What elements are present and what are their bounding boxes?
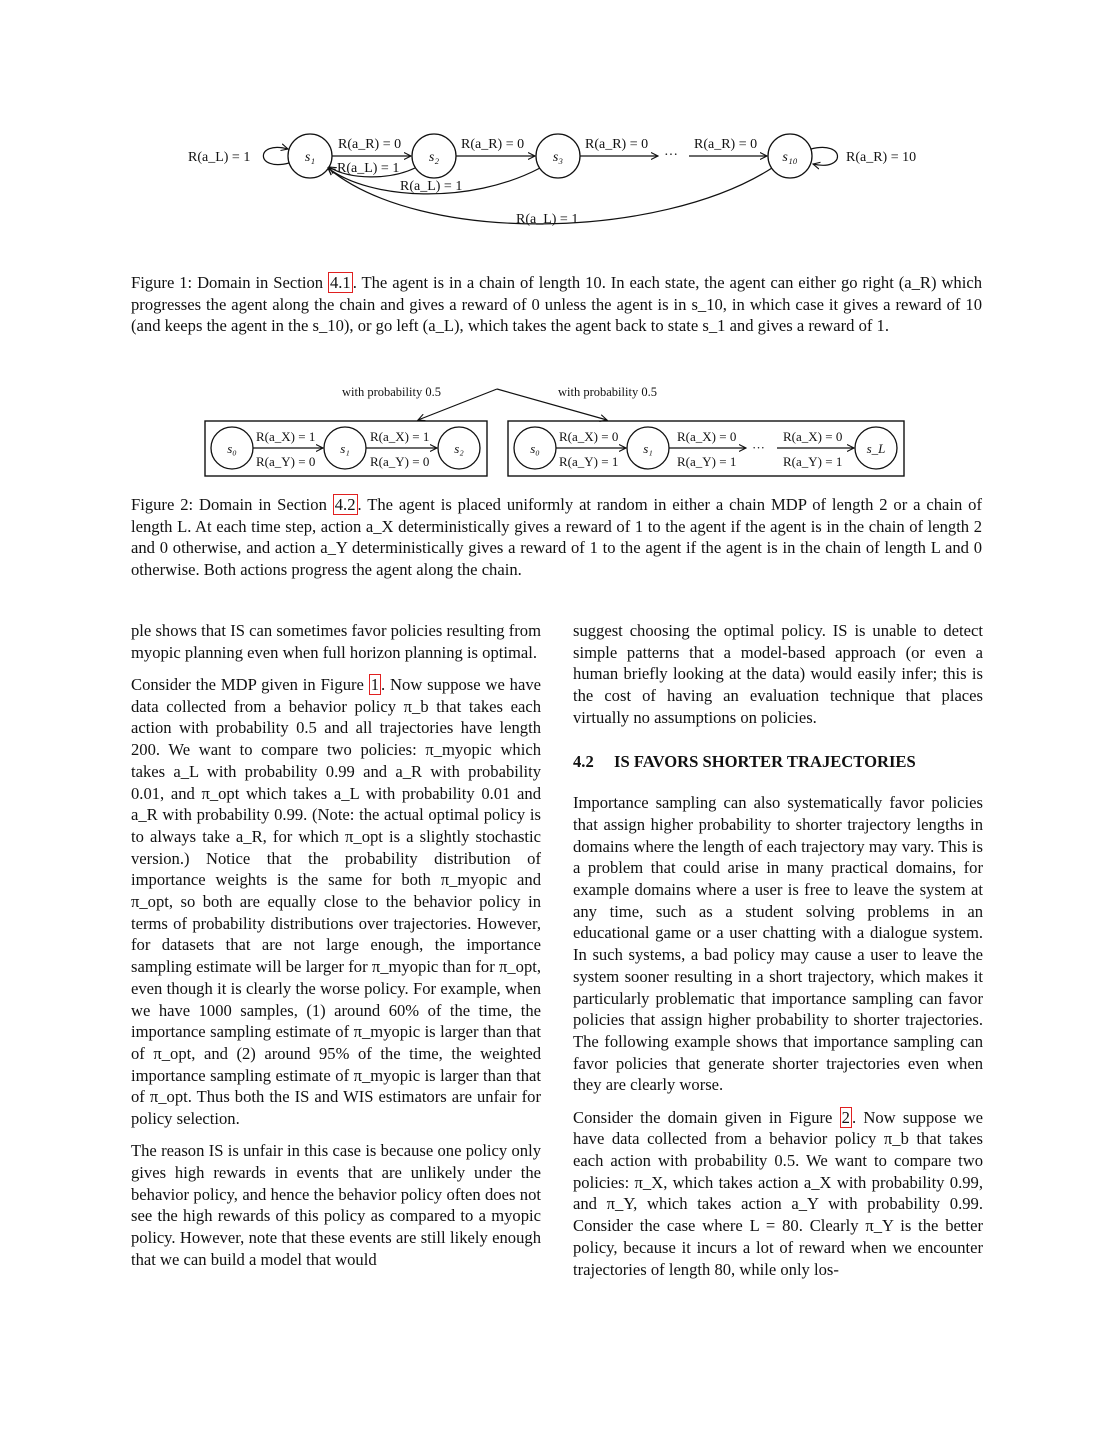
figure-2-caption-text: . The agent is placed uniformly at random in either a chain MDP of length 2 or a chain of length L. At each time step, action a_X deterministically gives a reward of 1 to the agent if the agent is in the chain of length 2 and 0 otherwise, and action a_Y deterministically gives a reward of 1 to the agent if the agent is in the chain of length L and 0 otherwise. Both actions progress the agent along the chain. bbox=[131, 495, 982, 580]
left-paragraph-2-prefix: Consider the MDP given in Figure bbox=[131, 675, 369, 694]
right-paragraph-3-prefix: Consider the domain given in Figure bbox=[573, 1107, 840, 1127]
figure-1-caption-text: . The agent is in a chain of length 10. In each state, the agent can either go right (a_R) which progresses the agent along the chain and gives a reward of 0 unless the agent is in s_10, in which case it gives a reward of 10 (and keeps the agent in the s_10), or go left (a_L), which takes the agent back to state s_1 and gives a reward of 1. bbox=[131, 273, 982, 336]
short-state-0: s₀ bbox=[227, 441, 237, 456]
section-4-1-link[interactable]: 4.1 bbox=[329, 273, 351, 292]
section-title: IS FAVORS SHORTER TRAJECTORIES bbox=[614, 751, 916, 771]
label-s10-s1: R(a_L) = 1 bbox=[516, 212, 579, 227]
figure-2-caption bbox=[131, 494, 982, 581]
right-paragraph-1: suggest choosing the optimal policy. IS is unable to detect simple patterns that a model-based approach (or even a human briefly looking at the data) would easily infer; this is the cost of having an evaluation technique that places virtually no assumptions on policies. bbox=[573, 621, 983, 727]
long-state-0: s₀ bbox=[530, 441, 540, 456]
long-edge-2-top: R(a_X) = 0 bbox=[783, 429, 843, 444]
left-paragraph-2 bbox=[131, 674, 541, 1130]
right-paragraph-3-text: . Now suppose we have data collected from a behavior policy π_b that takes each action with probability 0.5. We want to compare two policies: π_X, which takes action a_X with probability 0.99, and π_Y, which takes action a_Y with probability 0.99. Consider the case where L = 80. Clearly π_Y is the better policy, because it incurs a lot of reward when we encounter trajectories of length 80, while only los- bbox=[573, 1107, 983, 1279]
label-dots-s10: R(a_R) = 0 bbox=[694, 137, 758, 152]
long-edge-0-bottom: R(a_Y) = 1 bbox=[559, 454, 619, 469]
figure-2-link[interactable]: 2 bbox=[841, 1107, 850, 1127]
section-number: 4.2 bbox=[573, 751, 594, 771]
branch-label-right: with probability 0.5 bbox=[558, 385, 657, 399]
section-4-2-link[interactable]: 4.2 bbox=[334, 495, 356, 514]
long-chain-ellipsis: ··· bbox=[752, 440, 765, 455]
chain-ellipsis: ··· bbox=[664, 148, 678, 163]
long-state-1: s₁ bbox=[643, 441, 653, 456]
label-s3-dots: R(a_R) = 0 bbox=[585, 137, 649, 152]
section-heading bbox=[573, 751, 983, 773]
long-edge-2-bottom: R(a_Y) = 1 bbox=[783, 454, 843, 469]
long-state-L: s_L bbox=[866, 441, 886, 456]
state-s2-label: s₂ bbox=[428, 150, 440, 165]
state-s3-label: s₃ bbox=[552, 150, 564, 165]
figure-1-caption-prefix: Figure 1: Domain in Section bbox=[131, 273, 328, 292]
short-state-2: s₂ bbox=[454, 441, 464, 456]
branch-label-left: with probability 0.5 bbox=[342, 385, 441, 399]
label-s10-self-loop: R(a_R) = 10 bbox=[846, 150, 917, 165]
left-paragraph-2-text: . Now suppose we have data collected from a behavior policy π_b that takes each action with probability 0.5 and all trajectories have length 200. We want to compare two policies: π_myopic which takes a_L with probability 0.99 and a_R with probability 0.01, and π_opt which takes a_L with probability 0.01 and a_R with probability 0.99. (Note: the actual optimal policy is to always take a_R, for which π_opt is a slightly stochastic version.) Notice that the probability distribution of importance weights is the same for both π_myopic and π_opt, so both are equally close to the behavior policy in terms of probability distributions over trajectories. However, for datasets that are not large enough, the importance sampling estimate will be larger for π_myopic than for π_opt, even though it is clearly the worse policy. For example, when we have 1000 samples, (1) around 60% of the time, the importance sampling estimate of π_myopic is larger than that of π_opt, and (2) around 95% of the time, the weighted importance sampling estimate of π_myopic is larger than that of π_opt. Thus both the IS and WIS estimators are unfair for policy selection. bbox=[131, 675, 541, 1129]
short-state-1: s₁ bbox=[340, 441, 350, 456]
state-s10-label: s₁₀ bbox=[782, 150, 798, 165]
short-edge-0-bottom: R(a_Y) = 0 bbox=[256, 454, 316, 469]
label-s2-s1: R(a_L) = 1 bbox=[337, 161, 400, 176]
label-s1-self-loop: R(a_L) = 1 bbox=[188, 150, 251, 165]
long-edge-1-bottom: R(a_Y) = 1 bbox=[677, 454, 737, 469]
figure-2-caption-prefix: Figure 2: Domain in Section bbox=[131, 495, 333, 514]
label-s3-s1: R(a_L) = 1 bbox=[400, 179, 463, 194]
short-edge-0-top: R(a_X) = 1 bbox=[256, 429, 316, 444]
left-column bbox=[131, 620, 541, 1281]
left-paragraph-3: The reason IS is unfair in this case is because one policy only gives high rewards in events that are unlikely under the behavior policy, and hence the behavior policy often does not see the high rewards of this policy as compared to a myopic policy. However, note that these events are still likely enough that we can build a model that would bbox=[131, 1141, 541, 1269]
figure-2-diagram bbox=[0, 0, 1113, 490]
chain-length-2 bbox=[205, 421, 487, 476]
right-paragraph-3 bbox=[573, 1107, 983, 1281]
state-s1-label: s₁ bbox=[304, 150, 316, 165]
label-s1-s2: R(a_R) = 0 bbox=[338, 137, 402, 152]
right-column bbox=[573, 620, 983, 1291]
right-paragraph-2: Importance sampling can also systematically favor policies that assign higher probability to shorter trajectory lengths in domains where the length of each trajectory may vary. This is a problem that could arise in many practical domains, for example domains where a user is free to leave the system at any time, such as a student solving problems in an educational game or a user chatting with a dialogue system. In such systems, a bad policy may cause a user to leave the system sooner resulting in a short trajectory, which makes it particularly problematic that importance sampling can favor policies that assign higher probability to shorter trajectories. The following example shows that importance sampling can favor policies that generate shorter trajectories even when they are clearly worse. bbox=[573, 793, 983, 1095]
figure-1-link[interactable]: 1 bbox=[370, 675, 380, 694]
left-paragraph-1: ple shows that IS can sometimes favor policies resulting from myopic planning even when full horizon planning is optimal. bbox=[131, 621, 541, 662]
label-s2-s3: R(a_R) = 0 bbox=[461, 137, 525, 152]
long-edge-0-top: R(a_X) = 0 bbox=[559, 429, 619, 444]
short-edge-1-bottom: R(a_Y) = 0 bbox=[370, 454, 430, 469]
short-edge-1-top: R(a_X) = 1 bbox=[370, 429, 430, 444]
long-edge-1-top: R(a_X) = 0 bbox=[677, 429, 737, 444]
chain-length-L bbox=[508, 421, 904, 476]
